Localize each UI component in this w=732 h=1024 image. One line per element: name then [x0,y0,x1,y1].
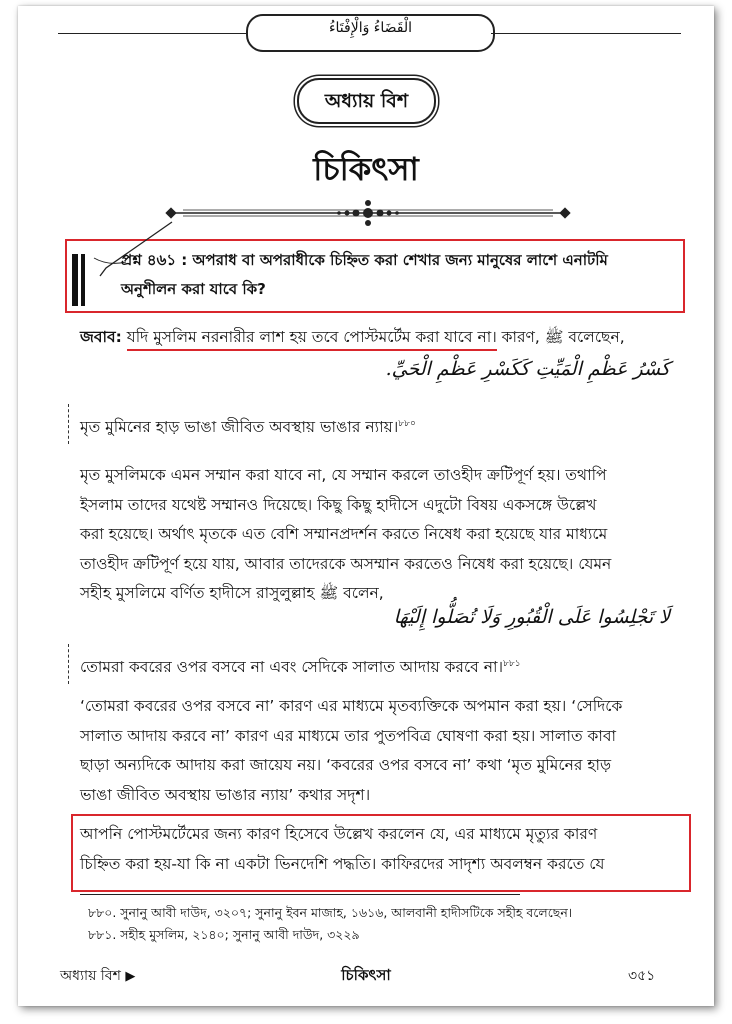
paragraph-3 [80,820,690,879]
footnote-ref-881: ৮৮১ [503,659,521,669]
question-line-1: অপরাধ বা অপরাধীকে চিহ্নিত করা শেখার জন্য মানুষের লাশে এনাটমি [192,251,608,269]
question-line-2: অনুশীলন করা যাবে কি? [121,280,266,298]
paragraph-1-line: মৃত মুসলিমকে এমন সম্মান করা যাবে না, যে সম্মান করলে তাওহীদ ক্রটিপূর্ণ হয়। তথাপি [80,466,607,484]
paragraph-1-line: ইসলাম তাদের যথেষ্ট সম্মানও দিয়েছে। কিছু কিছু হাদীসে এদুটো বিষয় একসঙ্গে উল্লেখ [80,495,597,514]
header-cartouche [246,14,495,52]
paragraph-2 [80,692,690,810]
header-rule-right [491,33,681,34]
footnote-rule [80,894,520,895]
paragraph-3-line: আপনি পোস্টমর্টেমের জন্য কারণ হিসেবে উল্লেখ করলেন যে, এর মাধ্যমে মৃত্যুর কারণ [80,825,598,843]
answer-label: জবাব: [80,328,122,346]
hadith-2-arabic: لَا تَجْلِسُوا عَلَى الْقُبُورِ وَلَا تُصَلُّوا إِلَيْهَا [393,606,670,628]
hadith-1-translation-line [80,411,690,440]
paragraph-1-line: সহীহ মুসলিমে বর্ণিত হাদীসে রাসুলুল্লাহ ﷺ বলেন, [80,584,384,602]
book-page [18,6,714,1006]
paragraph-2-line: সালাত আদায় করবে না’ কারণ এর মাধ্যমে তার পুতপবিত্র ঘোষণা করা হয়। সালাত কাবা [80,726,616,745]
paragraph-2-line: ভাঙা জীবিত অবস্থায় ভাঙার ন্যায়’ কথার সদৃশ। [80,785,371,804]
arrow-right-icon: ▶ [125,969,136,984]
paragraph-1-line: করা হয়েছে। অর্থাৎ মৃতকে এত বেশি সম্মানপ্রদর্শন করতে নিষেধ করা হয়েছে যার মাধ্যমে [80,525,608,543]
footnote-ref-880: ৮৮০ [398,419,416,429]
answer-underlined: যদি মুসলিম নরনারীর লাশ হয় তবে পোস্টমর্টেম করা যাবে না। [127,328,497,351]
question-bar-1 [72,254,78,306]
footnote-880: ৮৮০. সুনানু আবী দাউদ, ৩২০৭; সুনানু ইবন মাজাহ, ১৬১৬, আলবানী হাদীসটিকে সহীহ বলেছেন। [88,905,573,920]
question-bar-2 [81,254,85,306]
footer-chapter-label: অধ্যায় বিশ [60,968,121,984]
paragraph-1-line: তাওহীদ ক্রটিপূর্ণ হয়ে যায়, আবার তাদেরকে অসম্মান করতেও নিষেধ করা হয়েছে। যেমন [80,554,612,573]
chapter-label: অধ্যায় বিশ [297,78,436,124]
hadith-2-translation-line [80,651,690,680]
header-rule-left [58,33,246,34]
question-text [121,246,681,304]
footer-title: চিকিৎসা [341,966,391,984]
paragraph-2-line: ‘তোমরা কবরের ওপর বসবে না’ কারণ এর মাধ্যমে মৃতব্যক্তিকে অপমান করা হয়। ‘সেদিকে [80,697,623,715]
paragraph-3-line: চিহ্নিত করা হয়-যা কি না একটা ভিনদেশি পদ্ধতি। কাফিরদের সাদৃশ্য অবলম্বন করতে যে [80,854,605,873]
quote-2-rule [68,644,69,684]
ornament-divider-icon [163,198,573,228]
hadith-2-translation: তোমরা কবরের ওপর বসবে না এবং সেদিকে সালাত আদায় করবে না। [80,658,504,677]
hadith-1-arabic: كَسْرُ عَظْمِ الْمَيِّتِ كَكَسْرِ عَظْمِ الْحَيِّ. [385,358,670,380]
header-arabic-title: الْقَضَاءُ وَالْإِفْتَاءُ [328,20,413,36]
page-number: ৩৫১ [628,968,656,984]
hadith-1-translation: মৃত মুমিনের হাড় ভাঙা জীবিত অবস্থায় ভাঙার ন্যায়। [80,418,399,437]
question-number: প্রশ্ন ৪৬১ : [121,251,188,269]
paragraph-2-line: ছাড়া অন্যদিকে আদায় করা জায়েয নয়। ‘কবরের ওপর বসবে না’ কথা ‘মৃত মুমিনের হাড় [80,756,612,774]
chapter-title: চিকিৎসা [313,150,419,188]
answer-line [80,322,690,352]
answer-rest: কারণ, ﷺ বলেছেন, [501,328,625,346]
quote-1-rule [68,404,69,444]
footnote-881: ৮৮১. সহীহ মুসলিম, ২১৪০; সুনানু আবী দাউদ, ৩২২৯ [88,927,360,942]
paragraph-1 [80,461,690,609]
